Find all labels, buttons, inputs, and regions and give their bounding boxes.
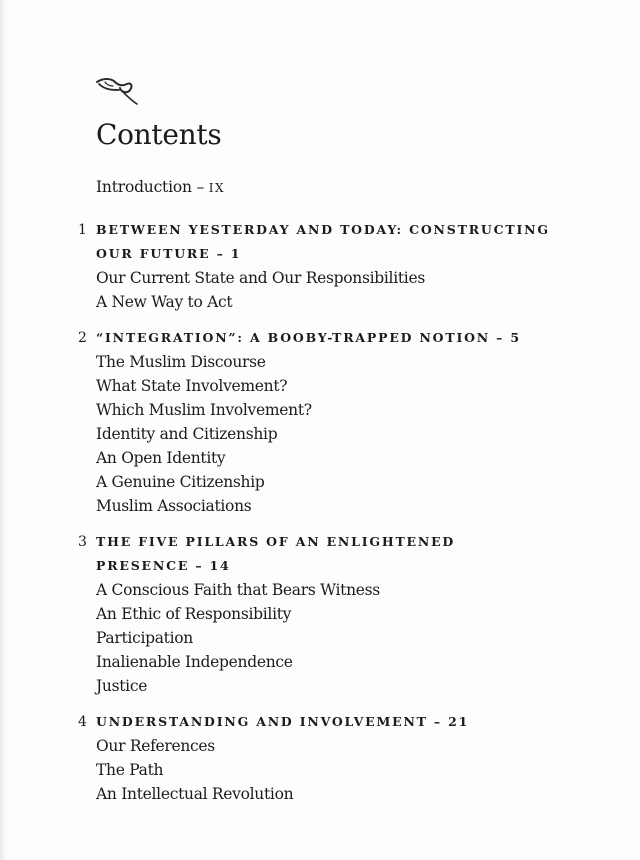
section-entry: Which Muslim Involvement? <box>96 401 312 419</box>
introduction-page: IX <box>208 181 226 195</box>
chapter-3 <box>78 530 598 698</box>
chapter-title-line: BETWEEN YESTERDAY AND TODAY: CONSTRUCTING <box>96 222 550 237</box>
chapter-1 <box>78 218 598 314</box>
section-entry: Our Current State and Our Responsibilities <box>96 269 425 287</box>
chapter-4 <box>78 710 598 806</box>
leaf-ornament-icon <box>93 72 139 106</box>
section-entry: The Path <box>96 761 164 779</box>
section-entry: A Genuine Citizenship <box>96 473 265 491</box>
chapter-2 <box>78 326 598 518</box>
section-entry: An Open Identity <box>96 449 226 467</box>
chapter-heading <box>78 218 598 266</box>
section-entry: What State Involvement? <box>96 377 288 395</box>
section-entry: Muslim Associations <box>96 497 252 515</box>
chapter-heading <box>78 710 598 734</box>
introduction-entry <box>96 178 225 196</box>
section-entry: Justice <box>96 677 148 695</box>
chapter-number: 2 <box>78 330 87 346</box>
section-entry: Inalienable Independence <box>96 653 293 671</box>
section-entry: The Muslim Discourse <box>96 353 266 371</box>
chapter-heading <box>78 530 598 578</box>
page-edge <box>0 0 6 860</box>
page-title: Contents <box>96 118 222 151</box>
introduction-label: Introduction – <box>96 178 205 196</box>
section-entry: Our References <box>96 737 215 755</box>
chapter-number: 4 <box>78 714 87 730</box>
section-entry: An Intellectual Revolution <box>96 785 294 803</box>
chapter-title-line: “INTEGRATION”: A BOOBY-TRAPPED NOTION – 5 <box>96 330 521 345</box>
chapter-title-line: UNDERSTANDING AND INVOLVEMENT – 21 <box>96 714 470 729</box>
section-entry: An Ethic of Responsibility <box>96 605 292 623</box>
chapter-list <box>78 218 598 818</box>
chapter-title-line: THE FIVE PILLARS OF AN ENLIGHTENED <box>96 534 456 549</box>
chapter-heading <box>78 326 598 350</box>
chapter-title-line: OUR FUTURE – 1 <box>96 246 242 261</box>
section-entry: Participation <box>96 629 193 647</box>
section-entry: A New Way to Act <box>96 293 233 311</box>
section-entry: A Conscious Faith that Bears Witness <box>96 581 380 599</box>
section-entry: Identity and Citizenship <box>96 425 278 443</box>
chapter-number: 3 <box>78 534 87 550</box>
chapter-title-line: PRESENCE – 14 <box>96 558 231 573</box>
chapter-number: 1 <box>78 222 87 238</box>
